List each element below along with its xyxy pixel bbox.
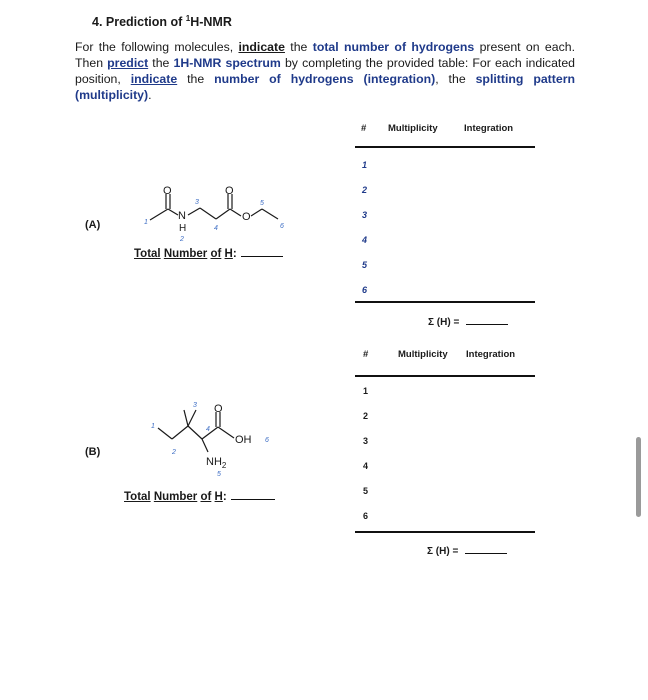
molecule-b-label: (B) xyxy=(85,446,101,458)
molecule-b-position: 3 xyxy=(193,402,197,409)
molecule-a-oxygen: O xyxy=(225,185,234,197)
table-b-hash-header: # xyxy=(363,349,369,360)
molecule-b-position: 5 xyxy=(217,471,221,478)
molecule-a-total-hydrogens: Total Number of H: xyxy=(134,247,283,260)
molecule-a-nitrogen: N xyxy=(178,210,186,222)
table-b-row-num: 6 xyxy=(363,511,369,521)
table-a-integration-header: Integration xyxy=(464,123,514,134)
table-b-header-rule xyxy=(355,375,535,377)
molecule-b-position: 6 xyxy=(265,437,269,444)
molecule-a-position: 1 xyxy=(144,219,148,226)
table-b-row-num: 3 xyxy=(363,436,369,446)
molecule-a-position: 5 xyxy=(260,200,264,207)
molecule-a-oxygen: O xyxy=(242,211,251,223)
table-a-row-num: 2 xyxy=(362,185,368,195)
table-a-sum: Σ (H) = xyxy=(428,315,508,328)
instructions-paragraph: For the following molecules, indicate the total number of hydrogens present on each. Then predict the 1H-NMR spectrum by completing the provided table: For each indicated position, indicate the number of hydrogens (integration), the splitting pattern (multiplicity). xyxy=(75,40,576,102)
table-a-row-num: 5 xyxy=(362,260,368,270)
molecule-a-label: (A) xyxy=(85,219,101,231)
molecule-b-amine: $NH_2$ xyxy=(206,456,227,470)
molecule-b-structure xyxy=(140,398,290,483)
molecule-b-total-hydrogens: Total Number of H: xyxy=(124,490,275,503)
molecule-a-oxygen: O xyxy=(163,185,172,197)
table-a-multiplicity-header: Multiplicity xyxy=(388,123,438,134)
table-b-row-num: 4 xyxy=(363,461,369,471)
molecule-a-position: 6 xyxy=(280,223,284,230)
molecule-b-hydroxyl: OH xyxy=(235,434,252,446)
table-a-row-num: 4 xyxy=(362,235,368,245)
table-a-row-num: 3 xyxy=(362,210,368,220)
table-b-row-num: 5 xyxy=(363,486,369,496)
table-a-row-num: 6 xyxy=(362,285,368,295)
molecule-a-position: 3 xyxy=(195,199,199,206)
molecule-b-position: 1 xyxy=(151,423,155,430)
molecule-a-position: 2 xyxy=(180,236,184,243)
molecule-b-position: 4 xyxy=(206,426,210,433)
table-a-hash-header: # xyxy=(361,123,367,134)
table-a-footer-rule xyxy=(355,301,535,303)
molecule-a-structure xyxy=(130,180,300,250)
table-b-integration-header: Integration xyxy=(466,349,516,360)
molecule-a-amide-hydrogen: H xyxy=(179,223,187,234)
table-b-footer-rule xyxy=(355,531,535,533)
vertical-scrollbar[interactable] xyxy=(636,437,641,517)
table-b-sum: Σ (H) = xyxy=(427,544,507,557)
molecule-a-position: 4 xyxy=(214,225,218,232)
question-title: 4. Prediction of $^1$H-NMR xyxy=(92,14,232,30)
molecule-b-position: 2 xyxy=(172,449,176,456)
molecule-b-carbonyl-oxygen: O xyxy=(214,403,223,415)
table-b-row-num: 2 xyxy=(363,411,369,421)
table-b-multiplicity-header: Multiplicity xyxy=(398,349,448,360)
table-a-header-rule xyxy=(355,146,535,148)
table-a-row-num: 1 xyxy=(362,160,368,170)
table-b-row-num: 1 xyxy=(363,386,369,396)
